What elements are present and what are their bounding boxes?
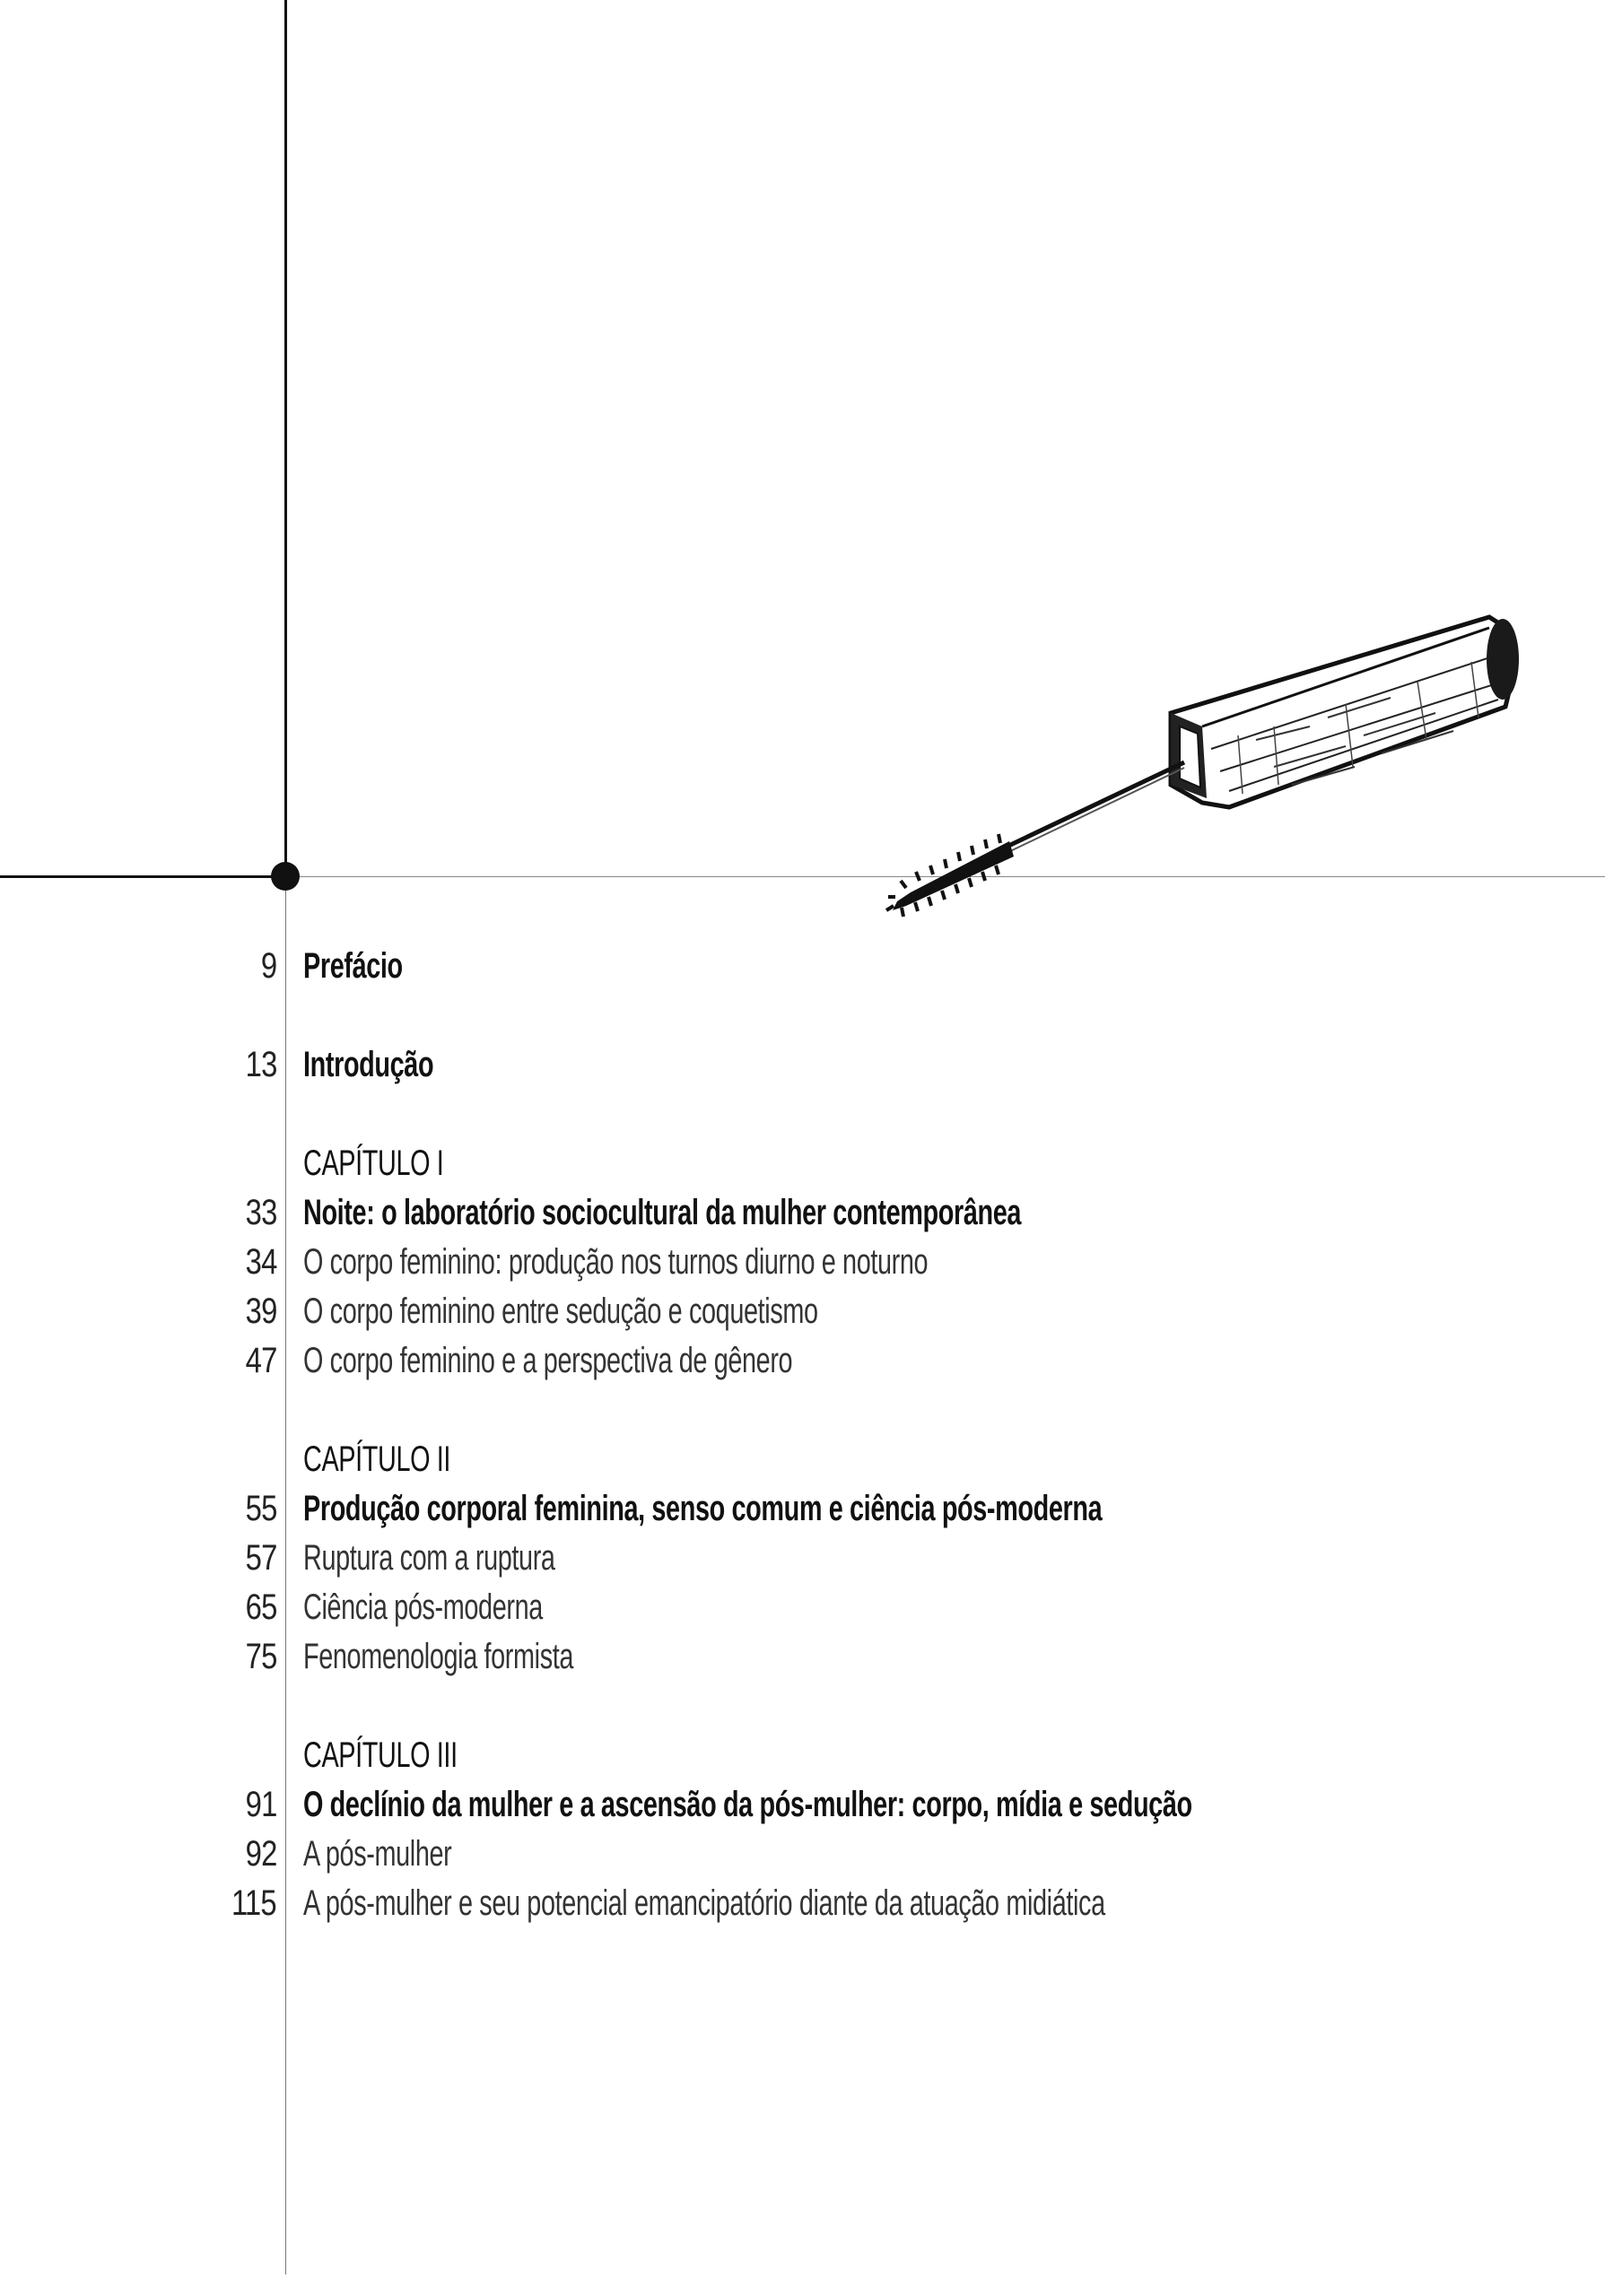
page-number: 13 [245, 1045, 276, 1084]
toc-entry-introducao[interactable] [0, 1045, 1605, 1094]
entry-title: O declínio da mulher e a ascensão da pós-mulher: corpo, mídia e sedução [303, 1785, 1192, 1824]
chapter-heading: CAPÍTULO III [303, 1735, 458, 1775]
toc-entry-section[interactable] [0, 1637, 1605, 1686]
toc-entry-section[interactable] [0, 1242, 1605, 1292]
entry-title: O corpo feminino e a perspectiva de gênero [303, 1341, 793, 1380]
page-number: 55 [245, 1489, 276, 1528]
entry-title: A pós-mulher e seu potencial emancipatório diante da atuação midiática [303, 1883, 1105, 1923]
chapter-heading: CAPÍTULO II [303, 1439, 451, 1479]
toc-entry-section[interactable] [0, 1341, 1605, 1390]
entry-title: O corpo feminino entre sedução e coquetismo [303, 1292, 818, 1331]
mascara-wand [1005, 762, 1184, 853]
entry-title: Fenomenologia formista [303, 1637, 574, 1676]
entry-title: Ciência pós-moderna [303, 1587, 543, 1627]
toc-entry-chapter-1[interactable] [0, 1193, 1605, 1242]
page-number: 39 [245, 1292, 276, 1331]
toc-entry-chapter-2[interactable] [0, 1489, 1605, 1538]
chapter-heading-2 [0, 1439, 1605, 1489]
page-number: 47 [245, 1341, 276, 1380]
page-number: 115 [231, 1883, 276, 1923]
toc-entry-section[interactable] [0, 1834, 1605, 1883]
entry-title: Noite: o laboratório sociocultural da mulher contemporânea [303, 1193, 1022, 1232]
mascara-brush-illustration [807, 592, 1525, 933]
chapter-heading-1 [0, 1144, 1605, 1193]
entry-title: O corpo feminino: produção nos turnos diurno e noturno [303, 1242, 929, 1282]
toc-entry-section[interactable] [0, 1883, 1605, 1933]
entry-title: Ruptura com a ruptura [303, 1538, 555, 1578]
page-number: 57 [245, 1538, 276, 1578]
vertical-rule-top [284, 0, 287, 875]
page-number: 91 [245, 1785, 276, 1824]
chapter-heading-3 [0, 1735, 1605, 1785]
toc-entry-prefacio[interactable] [0, 946, 1605, 996]
entry-title: A pós-mulher [303, 1834, 452, 1874]
entry-title: Prefácio [303, 946, 403, 986]
page-number: 9 [260, 946, 276, 986]
page-number: 92 [245, 1834, 276, 1874]
page-number: 33 [245, 1193, 276, 1232]
toc-entry-section[interactable] [0, 1587, 1605, 1637]
mascara-tube [1171, 617, 1519, 807]
page-number: 65 [245, 1587, 276, 1627]
horizontal-rule-left [0, 875, 285, 878]
toc-entry-chapter-3[interactable] [0, 1785, 1605, 1834]
mascara-bristles [886, 834, 1014, 917]
toc-entry-section[interactable] [0, 1292, 1605, 1341]
page-number: 75 [245, 1637, 276, 1676]
entry-title: Produção corporal feminina, senso comum e ciência pós-moderna [303, 1489, 1103, 1528]
chapter-heading: CAPÍTULO I [303, 1144, 444, 1183]
page-number: 34 [245, 1242, 276, 1282]
rule-intersection-dot [271, 862, 300, 891]
entry-title: Introdução [303, 1045, 434, 1084]
toc-entry-section[interactable] [0, 1538, 1605, 1587]
